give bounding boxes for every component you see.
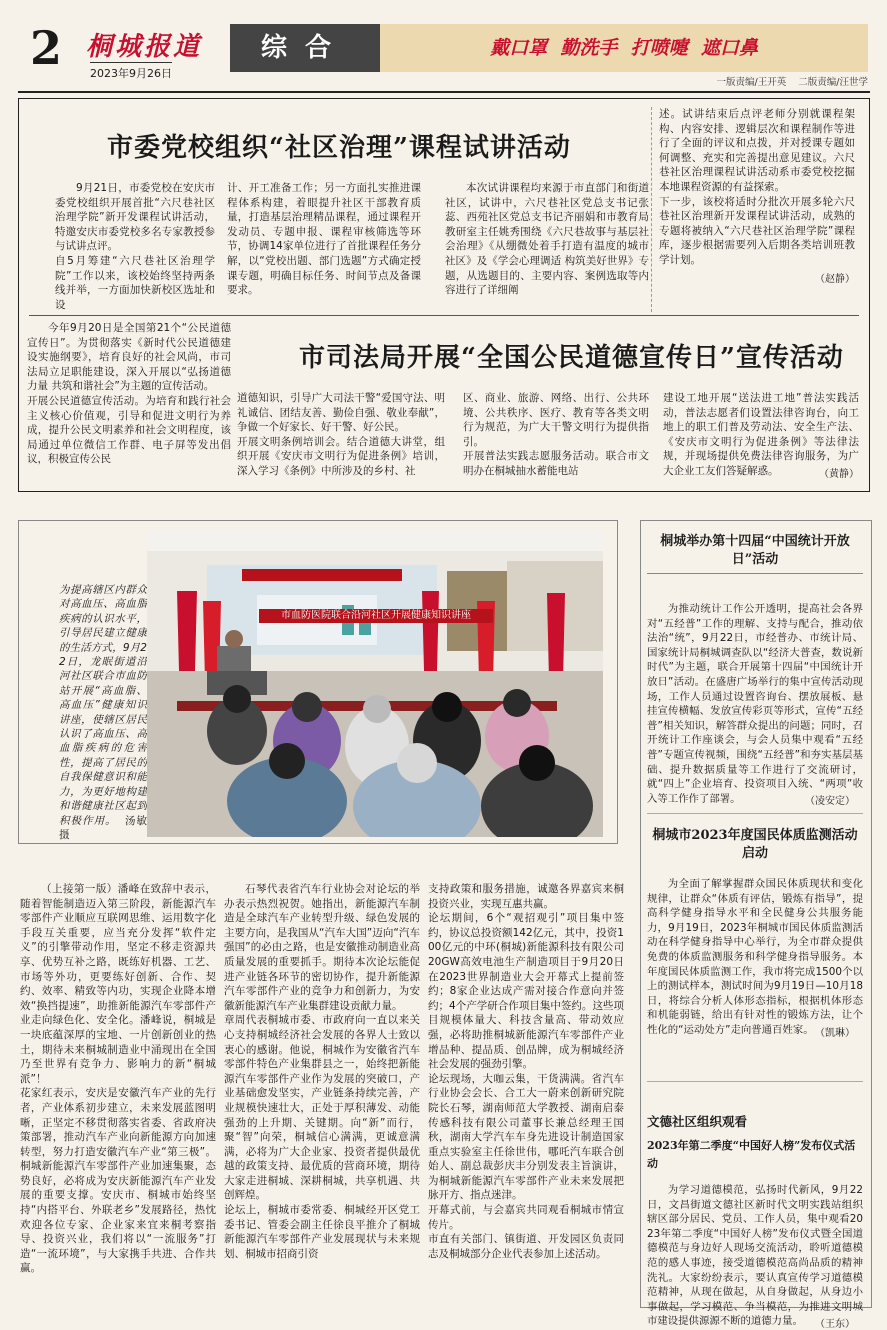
side1 [647, 533, 863, 807]
side1-title: 桐城举办第十四届“中国统计开放日”活动 [647, 533, 863, 574]
photo-author: 汤敏 摄 [59, 814, 148, 841]
article2-author: （黄静） [819, 468, 859, 480]
top-articles-box [18, 98, 870, 492]
issue-date: 2023年9月26日 [90, 62, 172, 81]
main-article-col2: 石琴代表省汽车行业协会对论坛的举办表示热烈祝贺。她指出，新能源汽车制造是全球汽车产业转型升级、绿色发展的主要方向，是我国从“汽车大国”迈向“汽车强国”的必由之路，也是安徽推动制造业高质量发展的重要抓手。期待本次论坛能促进产业链各环节的密切协作，提升新能源汽车零部件产业的竞争力和创新力，为安徽新能源汽车产业集群建设贡献力量。 章周代表桐城市委、市政府向一直以来关心支持桐城经济社会发展的各界人士致以衷心的感谢。他说，桐城作为安徽省汽车零部件特色产业集群县之一，始终把新能源汽车零部件产业作为发展的突破口，产业基础愈发坚实，产业链条持续完善，产业规模快速壮大，正处于厚积薄发、动能强劲的上升期、关键期。向“新”而行，聚“智”向荣，桐城信心满满，更诚意满满，必将为广大企业家、投资者提供最优越的政策支持、最优质的营商环境，期待大家走进桐城、深耕桐城，共享机遇、共创辉煌。 论坛上，桐城市委常委、桐城经开区党工委书记、管委会副主任徐良平推介了桐城新能源汽车零部件产业发展现状与未来规划、桐城市招商引资 [224, 883, 420, 1260]
side3-body: 为学习道德模范，弘扬时代新风，9月22日，文昌街道文德社区新时代文明实践站组织辖区部分居民、党员、工作人员，集中观看2023年第二季度“中国好人榜”发布仪式暨全国道德模范与身边好人现场交流活动，聆听道德模范的感人事迹，接受道德模范高尚品质的精神洗礼。大家纷纷表示，要认真宣传学习道德模范精神，从现在做起，从自身做起，从身边小事做起，学习模范、争当模范，为推进文明城市建设提供源源不断的道德力量。 [647, 1184, 863, 1328]
main-article-col3: 支持政策和服务措施，诚邀各界嘉宾来桐投资兴业，实现互惠共赢。 论坛期间，6个“观招观引”项目集中签约，协议总投资额142亿元，其中，投资100亿元的中环(桐城)新能源科技有限公司20GW高效电池生产制造项目于9月20日在2023世界制造业大会开幕式上提前签约；8家企业达成产需对接合作意向并签约；4个产学研合作项目集中签约。这些项目规模体量大、科技含量高、带动效应强，必将助推桐城新能源汽车零部件产业增品种、提品质、创品牌，成为桐城经济社会发展的强劲引擎。 论坛现场，大咖云集，干货满满。省汽车行业协会会长、合工大一蔚来创新研究院院长石琴，湖南师范大学教授、湖南启泰传感科技有限公司董事长兼总经理王国秋，湖南大学汽车车身先进设计制造国家重点实验室主任徐世伟，哪吒汽车联合创始人、副总裁彭庆丰分别发表主旨演讲，为桐城新能源汽车零部件产业未来发展把脉开方、指点迷津。 开幕式前，与会嘉宾共同观看桐城市情宣传片。 市直有关部门、镇街道、开发园区负责同志及桐城部分企业代表参加上述活动。 [428, 883, 624, 1260]
side3-author: （王东） [815, 1318, 855, 1330]
photo-story-box [18, 520, 618, 844]
section-title: 综合 [230, 24, 380, 72]
paper-name: 桐城报道 [86, 32, 203, 62]
article2-title: 市司法局开展“全国公民道德宣传日”宣传活动 [299, 343, 844, 373]
side2-title: 桐城市2023年度国民体质监测活动启动 [652, 828, 858, 861]
article1-col1: 9月21日，市委党校在安庆市委党校组织开展首批“六尺巷社区治理学院”新开发课程试讲活动，特邀安庆市委党校多名专家教授参与试讲点评。 自5月筹建“六尺巷社区治理学院”工作以来，该校始终坚持两条线并举，一方面加快新校区选址和设 [55, 182, 215, 311]
article2-col2: 道德知识，引导广大司法干警“爱国守法、明礼诚信、团结友善、勤俭自强、敬业奉献”，争做一个好家长、好干警、好公民。 开展文明条例培训会。结合道德大讲堂，组织开展《安庆市文明行为促进条例》培训，深入学习《条例》中所涉及的乡村、社 [237, 392, 445, 477]
lecture-photo [147, 531, 603, 837]
article1-col4-wrap [659, 107, 855, 285]
article2-col1: 今年9月20日是全国第21个“公民道德宣传日”。为贯彻落实《新时代公民道德建设实施纲要》，培育良好的社会风尚，市司法局立足职能建设，深入开展以“弘扬道德力量 共筑和谐社会”为主题的宣传活动。 开展公民道德宣传活动。为培育和践行社会主义核心价值观，引导和促进文明行为养成，提升公民文明素养和社会文明程度，该局通过单位微信工作群、电子屏等发出倡议，积极宣传公民 [27, 322, 231, 466]
masthead-rule [18, 91, 870, 93]
photo-caption [59, 583, 147, 842]
article1-col2: 计、开工准备工作；另一方面扎实推进课程体系构建，着眼提升社区干部教育质量，打造基层治理精品课程，通过课程开发动员、专题申报、课程审核筛选等环节，协调14家单位进行了首批课程任务分解，以“党校出题、部门选题”方式确定授课专题，明确目标任务、时间节点及备课要求。 [227, 182, 421, 297]
side2 [647, 827, 863, 1039]
editor-line: 一版责编/王开英 二版责编/汪世学 [716, 77, 868, 88]
right-sidebar-box [640, 520, 872, 1330]
article1-title: 市委党校组织“社区治理”课程试讲活动 [107, 133, 571, 163]
photo-caption-text: 为提高辖区内群众对高血压、高血脂疾病的认识水平，引导居民建立健康的生活方式，9月22日，龙眠街道沿河社区联合市血防站开展“高血脂、高血压”健康知识讲座，使辖区居民认识了高血压、高血脂疾病的危害性，提高了居民的自我保健意识和能力，为更好地构建和谐健康社区起到积极作用。 [59, 584, 147, 827]
side3-title-line2: 2023年第二季度“中国好人榜”发布仪式活动 [647, 1139, 856, 1170]
article-divider [29, 315, 859, 316]
article2-col4-wrap [663, 391, 859, 480]
slogan-banner: 戴口罩 勤洗手 打喷嚏 遮口鼻 [380, 24, 868, 72]
article2-col4: 建设工地开展“送法进工地”普法实践活动，普法志愿者们设置法律咨询台，向工地上的职工们普及劳动法、安全生产法、《安庆市文明行为促进条例》等法律法规，并现场提供免费法律咨询服务，为广大企业工友们答疑解惑。 [663, 392, 859, 477]
photo-banner: 市血防医院联合沿河社区开展健康知识讲座 [259, 609, 493, 623]
masthead [18, 22, 870, 92]
article1-col3: 本次试讲课程均来源于市直部门和街道社区，试讲中，六尺巷社区党总支书记张蕊、西苑社区党总支书记齐丽娟和市教育局教研室主任姚秀围绕《六尺巷故事与基层社会治理》《从绷微处着手打造有温度的城市社区》及《学会心理调适 构筑美好世界》专题，从选题目的、主要内容、案例选取等内容进行了详细阐 [445, 182, 649, 297]
main-article-col1: （上接第一版）潘峰在致辞中表示，随着智能制造迈入第三阶段，新能源汽车零部件产业顺应互联网思维、运用数字化手段互关重要，应当充分发挥“软件定义”的引擎带动作用，坚定不移走资源共享、优势互补之路，既练好机器、工艺、市场等外功，更要练好创新、合作、契约、效率、精致等内功，实现企业降本增效“换挡提速”，助推新能源汽车零部件产业走向绿色化、安全化。潘峰说，桐城是一块底蕴深厚的宝地、一片创新创业的热土，期待未来桐城制造业中涌现出在全国乃至世界有竞争力、影响力的新“桐城派”！ 花家红表示，安庆是安徽汽车产业的先行者，产业体系初步建立，未来发展蓝图明晰，正坚定不移贯彻落实省委、省政府决策部署，推动汽车产业向新能源方向加速转型，努力打造安徽汽车产业“第三极”。桐城新能源汽车零部件产业加速集聚，态势良好，必将成为安庆新能源汽车产业发展的重要支撑。安庆市、桐城市始终坚持“内搭平台、外联老乡”发展路径，热忱欢迎各位专家、企业家来宜来桐考察指导、投资兴业，我们将以“一流服务”打造“一流环境”，与大家携手共进、合作共赢。 [20, 883, 216, 1275]
side2-body: 为全面了解掌握群众国民体质现状和变化规律，让群众“体质有评估，锻炼有指导”，提高科学健身指导水平和全民健身公共服务能力，9月19日，2023年桐城市国民体质监测活动在科学健身指导中心举行，为全市群众提供免费的体质监测服务和科学健身指导服务。本年度国民体质监测工作，我市将完成1500个以上的测试样本，测试时间为9月19日—10月18日，将综合分析人体形态指标，根据机体形态和机能弱链，给出有针对性的锻炼方法，让个性化的“运动处方”走向普通百姓家。 [647, 878, 863, 1036]
side3 [647, 1113, 863, 1330]
article1-author: （赵静） [815, 273, 855, 285]
side3-title-line1: 文德社区组织观看 [647, 1114, 748, 1129]
article2-col3: 区、商业、旅游、网络、出行、公共环境、公共秩序、医疗、教育等各类文明行为规范，为广大干警文明行为提供指引。 开展普法实践志愿服务活动。联合市文明办在桐城抽水蓄能电站 [463, 392, 649, 477]
lecture-photo-illustration [147, 531, 603, 837]
side2-author: （凯琳） [815, 1027, 855, 1039]
article1-col4: 述。试讲结束后点评老师分别就课程架构、内容安排、逻辑层次和课程制作等进行了全面的评议和点拨，并对授课专题如何调整、充实和完善提出意见建议。六尺巷社区治理课程试讲活动系市委党校挖掘本地课程资源的有益探索。 下一步，该校将适时分批次开展多轮六尺巷社区治理新开发课程试讲活动，成熟的专题将被纳入“六尺巷社区治理学院”课程库，逐步根据需要列入后期各类培训班教学计划。 [659, 108, 855, 266]
page-number: 2 [30, 21, 63, 75]
side1-author: （凌安定） [805, 796, 855, 808]
side1-body: 为推动统计工作公开透明，提高社会各界对“五经普”工作的理解、支持与配合，推动依法治“统”，9月22日，市经普办、市统计局、国家统计局桐城调查队以“经济大普查，数说新时代”为主题，联合开展第十四届“中国统计开放日”活动。在盛唐广场举行的集中宣传活动现场，工作人员通过设置咨询台、摆放展板、悬挂宣传横幅、发放宣传彩页等形式，宣传“五经普”相关知识，解答群众提出的问题；同时，召开统计工作座谈会，与会人员集中观看“五经普”专题宣传视频，围绕“五经普”和夯实基层基础、提升数据质量等工作进行了交流研讨，就“四上”企业培育、投资项目入统、“两项”收入等工作作了部署。 [647, 603, 863, 805]
